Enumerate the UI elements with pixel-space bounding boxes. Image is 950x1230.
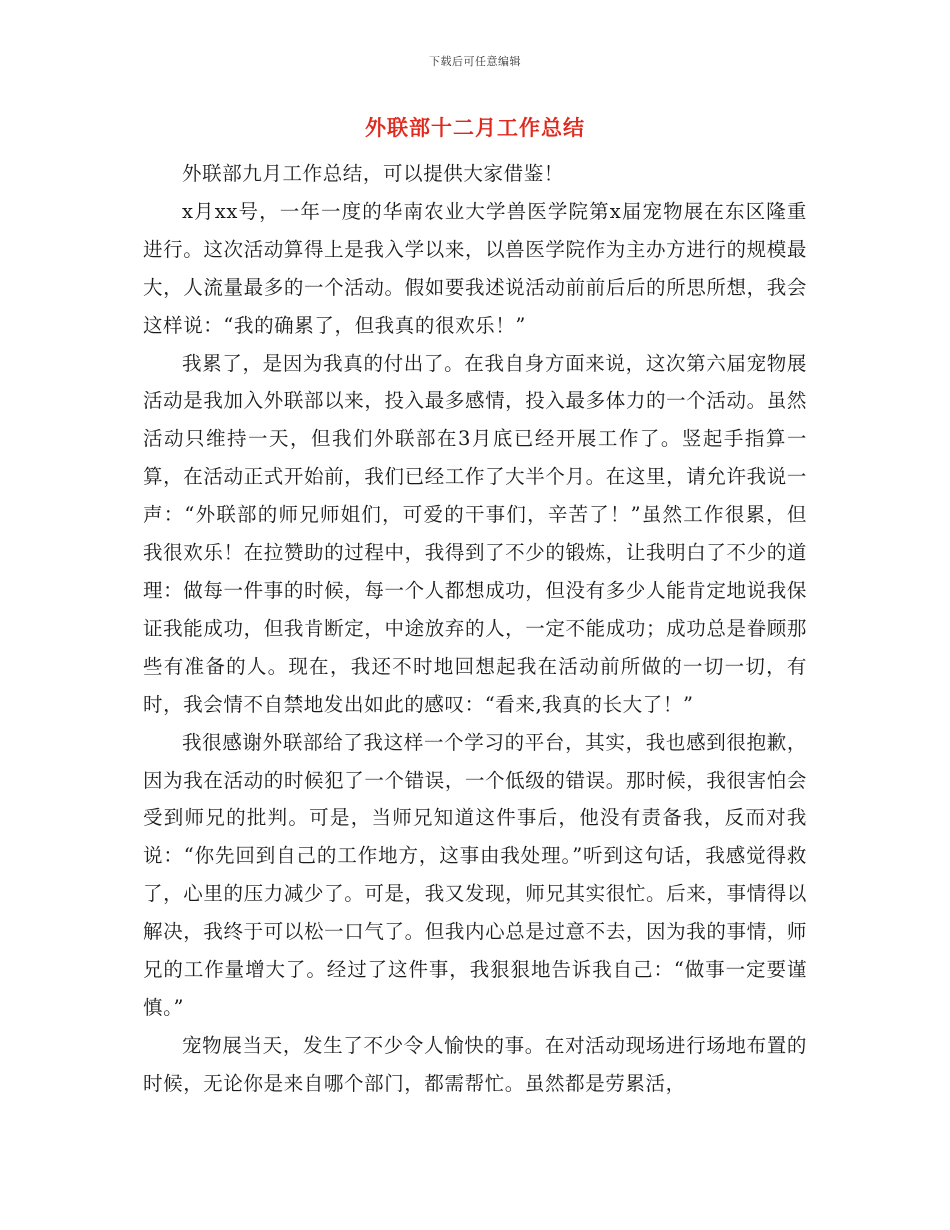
paragraph-effort: 我累了，是因为我真的付出了。在我自身方面来说，这次第六届宠物展活动是我加入外联部以来，投入最多感情，投入最多体力的一个活动。虽然活动只维持一天，但我们外联部在3月底已经开展工作了。竖起手指算一算，在活动正式开始前，我们已经工作了大半个月。在这里，请允许我说一声：“外联部的师兄师姐们，可爱的干事们，辛苦了！”虽然工作很累，但我很欢乐！在拉赞助的过程中，我得到了不少的锻炼，让我明白了不少的道理：做每一件事的时候，每一个人都想成功，但没有多少人能肯定地说我保证我能成功，但我肯断定，中途放弃的人，一定不能成功；成功总是眷顾那些有准备的人。现在，我还不时地回想起我在活动前所做的一切一切，有时，我会情不自禁地发出如此的感叹：“看来,我真的长大了！” (143, 351, 807, 716)
document-body (143, 155, 807, 1103)
paragraph-gratitude: 我很感谢外联部给了我这样一个学习的平台，其实，我也感到很抱歉，因为我在活动的时候犯了一个错误，一个低级的错误。那时候，我很害怕会受到师兄的批判。可是，当师兄知道这件事后，他没有责备我，反而对我说：“你先回到自己的工作地方，这事由我处理。”听到这句话，我感觉得救了，心里的压力减少了。可是，我又发现，师兄其实很忙。后来，事情得以解决，我终于可以松一口气了。但我内心总是过意不去，因为我的事情，师兄的工作量增大了。经过了这件事，我狠狠地告诉我自己：“做事一定要谨慎。” (143, 730, 807, 1019)
paragraph-event: x月xx号，一年一度的华南农业大学兽医学院第x届宠物展在东区隆重进行。这次活动算得上是我入学以来，以兽医学院作为主办方进行的规模最大，人流量最多的一个活动。假如要我述说活动前前后后的所思所想，我会这样说：“我的确累了，但我真的很欢乐！” (143, 199, 807, 337)
paragraph-event-day: 宠物展当天，发生了不少令人愉快的事。在对活动现场进行场地布置的时候，无论你是来自哪个部门，都需帮忙。虽然都是劳累活， (143, 1033, 807, 1095)
page-header-note: 下载后可任意编辑 (429, 55, 521, 68)
paragraph-intro: 外联部九月工作总结，可以提供大家借鉴！ (182, 162, 564, 185)
document-title: 外联部十二月工作总结 (365, 115, 585, 140)
